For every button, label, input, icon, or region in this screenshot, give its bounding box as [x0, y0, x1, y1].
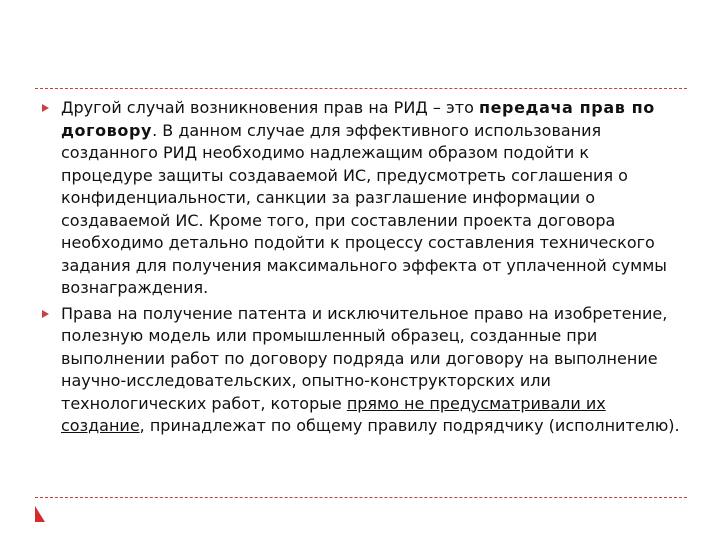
red-corner-triangle-icon — [35, 506, 45, 522]
bullet-emphasis: передача прав по договору — [61, 98, 655, 140]
bullet-text: . В данном случае для эффективного использования созданного РИД необходимо надлежащим образом подойти к процедуре защиты создаваемой ИС, предусмотреть соглашения о конфиденциальности, санкции за разглашение информации о создаваемой ИС. Кроме того, при составлении проекта договора необходимо детально подойти к процессу составления технического задания для получения максимального эффекта от уплаченной суммы вознаграждения. — [61, 120, 667, 297]
bullet-text: Права на получение патента и исключительное право на изобретение, полезную модель или промышленный образец, созданные при выполнении работ по договору подряда или договору на выполнение научно-исследовательских, опытно-конструкторских или технологических работ, которые — [61, 303, 668, 413]
bottom-dashed-divider — [35, 497, 687, 498]
bullet-item-contract-rights — [40, 97, 682, 300]
bullet-text: Другой случай возникновения прав на РИД – это — [61, 98, 479, 117]
slide-body — [40, 97, 682, 441]
top-dashed-divider — [35, 88, 687, 89]
bullet-underlined-text: прямо не предусматривали их создание — [61, 393, 606, 435]
bullet-item-patent-rights — [40, 303, 682, 438]
bullet-text: , принадлежат по общему правилу подрядчику (исполнителю). — [139, 416, 680, 435]
triangle-bullet-icon — [42, 310, 49, 318]
triangle-bullet-icon — [42, 104, 49, 112]
